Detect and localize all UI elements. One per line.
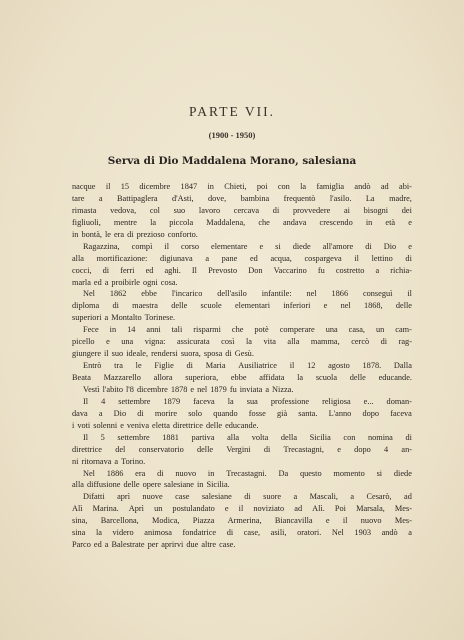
body-text — [72, 181, 412, 551]
text-line: rimasta vedova, col suo lavoro cercava di provvedere ai bisogni dei — [72, 205, 412, 215]
text-line: giungere il suo ideale, rendersi suora, sposa di Gesù. — [72, 349, 254, 359]
text-line: marla ed a proibirle ogni cosa. — [72, 277, 178, 287]
text-line: Nel 1862 ebbe l'incarico dell'asilo infantile: nel 1866 conseguì il — [83, 289, 412, 299]
text-line: superiori a Montalto Torinese. — [72, 313, 176, 323]
text-line: in bontà, le era di prezioso conforto. — [72, 229, 198, 239]
text-line: Difatti aprì nuove case salesiane di suore a Mascali, a Cesarò, ad — [83, 492, 412, 502]
text-line: sina, Barcellona, Modica, Piazza Armerina, Biancavilla e il nuovo Mes- — [72, 516, 412, 526]
text-line: Alì Marina. Aprì un postulandato e il noviziato ad Alì. Poi Marsala, Mes- — [72, 504, 412, 514]
text-line: ni ritornava a Torino. — [72, 456, 146, 466]
text-line: Entrò tra le Figlie di Maria Ausiliatrice il 12 agosto 1878. Dalla — [83, 361, 412, 371]
text-line: Fece in 14 anni tali risparmi che potè comperare una casa, un cam- — [83, 325, 412, 335]
text-line: picello e una vigna: assicurata così la vita alla mamma, cercò di rag- — [72, 337, 412, 347]
text-line: Ragazzina, compì il corso elementare e si diede all'amore di Dio e — [83, 241, 412, 251]
text-line: cocci, di ferri ed aghi. Il Prevosto Don Vaccarino fu costretto a richia- — [72, 265, 412, 275]
year-range: (1900 - 1950) — [208, 130, 256, 140]
text-line: figliuoli, mentre la piccola Maddalena, che andava crescendo in età e — [72, 217, 412, 227]
text-line: tare a Battipaglera d'Asti, dove, bambina frequentò l'asilo. La madre, — [72, 193, 412, 203]
text-line: alla mortificazione: digiunava a pane ed acqua, cospargeva il lettino di — [72, 253, 412, 263]
text-line: dava a Dio di morire solo quando fosse già santa. L'anno dopo faceva — [72, 408, 412, 418]
text-line: diploma di maestra delle scuole elementari inferiori e nel 1868, delle — [72, 301, 412, 311]
text-line: Nel 1886 era di nuovo in Trecastagni. Da questo momento si diede — [83, 468, 412, 478]
text-line: Il 5 settembre 1881 partiva alla volta della Sicilia con nomina di — [83, 432, 412, 442]
text-line: Parco ed a Balestrate per aprirvi due altre case. — [72, 540, 236, 550]
chapter-subtitle: Serva di Dio Maddalena Morano, salesiana — [107, 155, 357, 167]
text-line: alla diffusione delle opere salesiane in Sicilia. — [72, 480, 230, 490]
text-line: Il 4 settembre 1879 faceva la sua professione religiosa e... doman- — [83, 396, 412, 406]
text-line: Beata Mazzarello allora superiora, ebbe affidata la scuola delle educande. — [72, 373, 412, 382]
text-line: i voti solenni e veniva eletta direttrice delle educande. — [72, 420, 259, 430]
part-title: PARTE VII. — [189, 104, 275, 119]
text-line: sina la videro animosa fondatrice di case, asili, oratori. Nel 1903 andò a — [72, 528, 412, 538]
text-line: direttrice del conservatorio delle Vergini di Trecastagni, e dopo 4 an- — [72, 444, 412, 454]
text-line: nacque il 15 dicembre 1847 in Chieti, poi con la famiglia andò ad abi- — [72, 182, 412, 191]
text-line: Vestì l'abito l'8 dicembre 1878 e nel 1879 fu inviata a Nizza. — [83, 384, 294, 394]
